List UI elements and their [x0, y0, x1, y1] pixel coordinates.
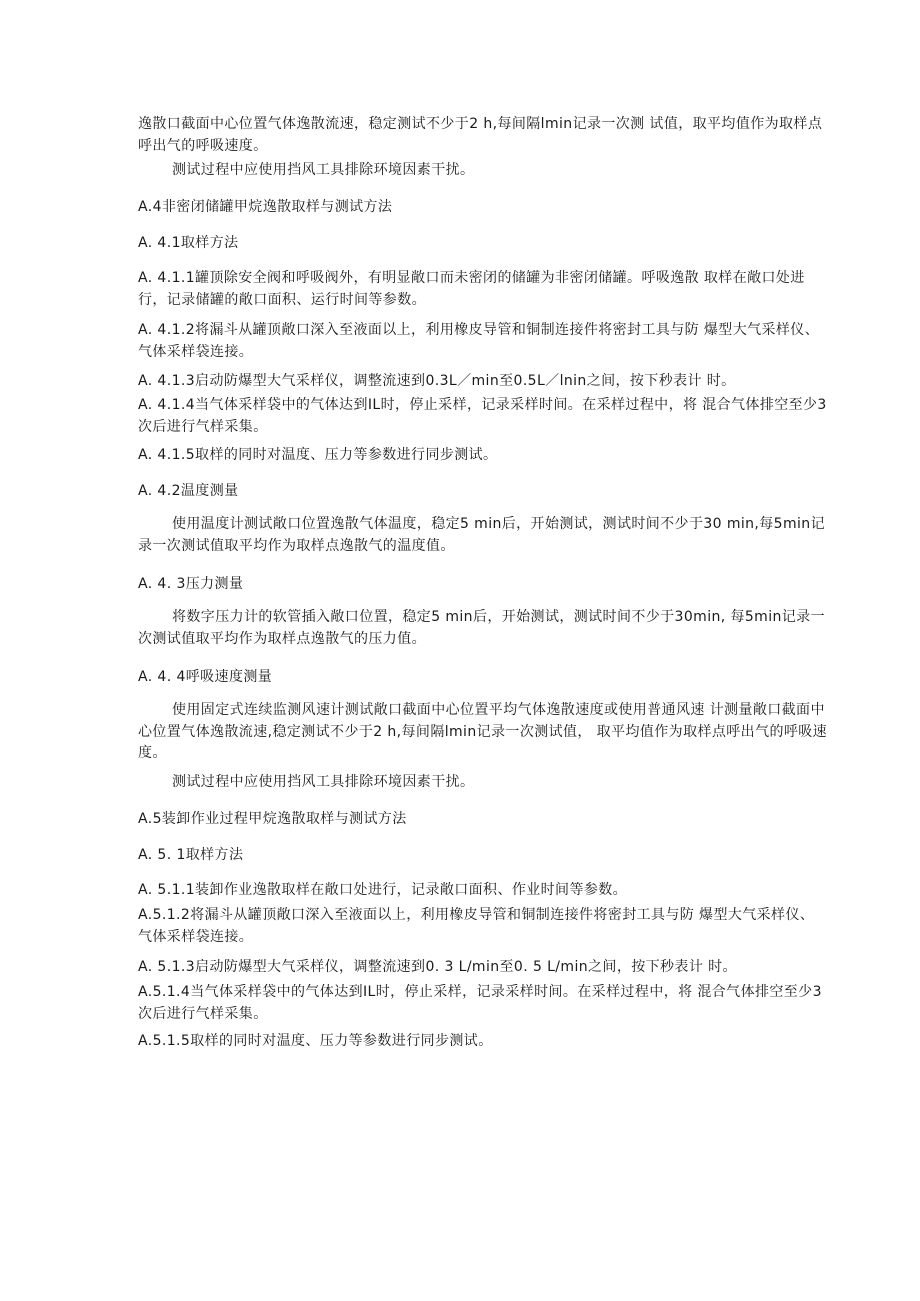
- subsection-heading-a41: A. 4.1取样方法: [138, 235, 239, 251]
- clause-a411: A. 4.1.1罐顶除安全阀和呼吸阀外，有明显敞口而未密闭的储罐为非密闭储罐。呼吸逸散 取样在敞口处进行，记录储罐的敞口面积、运行时间等参数。: [138, 270, 805, 308]
- paragraph-pressure: 将数字压力计的软管插入敞口位置，稳定5 min后，开始测试，测试时间不少于30min, 每5min记录一次测试值取平均作为取样点逸散气的压力值。: [138, 609, 825, 647]
- clause-a513: A. 5.1.3启动防爆型大气采样仪，调整流速到0. 3 L/min至0. 5 L/min之间，按下秒表计 时。: [138, 959, 737, 975]
- subsection-heading-a51: A. 5. 1取样方法: [138, 847, 244, 863]
- subsection-heading-a43: A. 4. 3压力测量: [138, 576, 244, 592]
- clause-a413: A. 4.1.3启动防爆型大气采样仪，调整流速到0.3L／min至0.5L／lnin之间，按下秒表计 时。: [138, 373, 736, 389]
- clause-a412: A. 4.1.2将漏斗从罐顶敞口深入至液面以上，利用橡皮导管和铜制连接件将密封工具与防 爆型大气采样仪、气体采样袋连接。: [138, 322, 820, 360]
- section-heading-a5: A.5装卸作业过程甲烷逸散取样与测试方法: [138, 811, 407, 827]
- paragraph-wind-shield-note-2: 测试过程中应使用挡风工具排除环境因素干扰。: [172, 774, 475, 790]
- paragraph-breathing-speed: 使用固定式连续监测风速计测试敞口截面中心位置平均气体逸散速度或使用普通风速 计测量敞口截面中心位置气体逸散流速,稳定测试不少于2 h,每间隔lmin记录一次测试值， 取平均值作为取样点呼出气的呼吸速度。: [138, 702, 828, 761]
- clause-a514: A.5.1.4当气体采样袋中的气体达到IL时，停止采样，记录采样时间。在采样过程中，将 混合气体排空至少3次后进行气样采集。: [138, 984, 822, 1022]
- paragraph-temperature: 使用温度计测试敞口位置逸散气体温度，稳定5 min后，开始测试，测试时间不少于30 min,每5min记录一次测试值取平均作为取样点逸散气的温度值。: [138, 516, 825, 554]
- clause-a512: A.5.1.2将漏斗从罐顶敞口深入至液面以上，利用橡皮导管和铜制连接件将密封工具与防 爆型大气采样仪、气体采样袋连接。: [138, 907, 815, 945]
- section-heading-a4: A.4非密闭储罐甲烷逸散取样与测试方法: [138, 199, 393, 215]
- clause-a515: A.5.1.5取样的同时对温度、压力等参数进行同步测试。: [138, 1033, 493, 1049]
- clause-a414: A. 4.1.4当气体采样袋中的气体达到IL时，停止采样，记录采样时间。在采样过程中，将 混合气体排空至少3次后进行气样采集。: [138, 397, 827, 435]
- paragraph-wind-shield-note: 测试过程中应使用挡风工具排除环境因素干扰。: [172, 162, 475, 178]
- paragraph-breathing-speed-end: 逸散口截面中心位置气体逸散流速，稳定测试不少于2 h,每间隔lmin记录一次测 试值，取平均值作为取样点呼出气的呼吸速度。: [138, 116, 823, 154]
- clause-a511: A. 5.1.1装卸作业逸散取样在敞口处进行，记录敞口面积、作业时间等参数。: [138, 882, 628, 898]
- subsection-heading-a44: A. 4. 4呼吸速度测量: [138, 669, 273, 685]
- subsection-heading-a42: A. 4.2温度测量: [138, 483, 239, 499]
- clause-a415: A. 4.1.5取样的同时对温度、压力等参数进行同步测试。: [138, 447, 498, 463]
